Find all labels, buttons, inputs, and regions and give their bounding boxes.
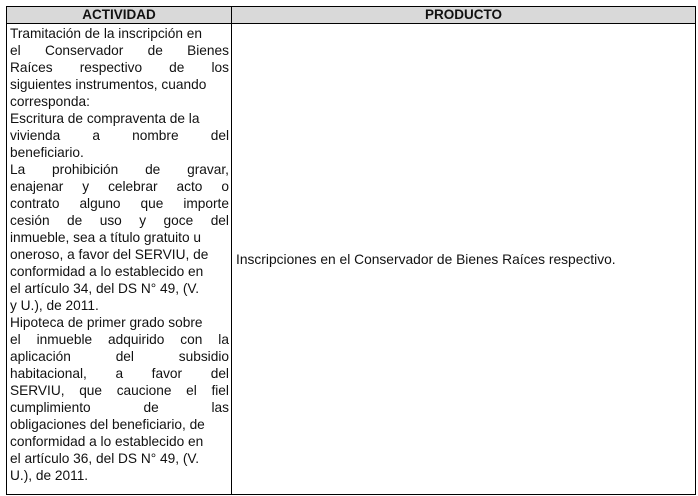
table-header-row	[7, 7, 696, 24]
actividad-line: Hipoteca de primer grado sobre	[10, 315, 203, 330]
actividad-line: contrato alguno que importe	[10, 196, 229, 211]
actividad-line: U.), de 2011.	[10, 468, 89, 483]
actividad-line: oneroso, a favor del SERVIU, de	[10, 247, 209, 262]
actividad-line: el artículo 36, del DS N° 49, (V.	[10, 451, 200, 466]
actividad-line: enajenar y celebrar acto o	[10, 179, 229, 194]
producto-cell	[232, 24, 696, 495]
activity-product-table	[6, 6, 696, 495]
actividad-line: habitacional, a favor del	[10, 366, 229, 381]
actividad-line: La prohibición de gravar,	[10, 162, 229, 177]
table-row	[7, 24, 696, 495]
actividad-line: aplicación del subsidio	[10, 349, 229, 364]
actividad-line: obligaciones del beneficiario, de	[10, 417, 205, 432]
actividad-line: conformidad a lo establecido en	[10, 434, 204, 449]
actividad-line: beneficiario.	[10, 145, 84, 160]
producto-text: Inscripciones en el Conservador de Bienes Raíces respectivo.	[236, 251, 616, 267]
actividad-line: el artículo 34, del DS N° 49, (V.	[10, 281, 200, 296]
actividad-line: cesión de uso y goce del	[10, 213, 229, 228]
actividad-line: Raíces respectivo de los	[10, 60, 229, 75]
actividad-line: cumplimiento de las	[10, 400, 229, 415]
actividad-line: corresponda:	[10, 94, 90, 109]
actividad-cell	[7, 24, 232, 495]
actividad-line: SERVIU, que caucione el fiel	[10, 383, 229, 398]
actividad-line: Tramitación de la inscripción en	[10, 26, 202, 41]
actividad-line: Escritura de compraventa de la	[10, 111, 200, 126]
actividad-line: vivienda a nombre del	[10, 128, 229, 143]
header-producto: PRODUCTO	[232, 7, 696, 24]
header-actividad: ACTIVIDAD	[7, 7, 232, 24]
actividad-line: inmueble, sea a título gratuito u	[10, 230, 201, 245]
actividad-line: conformidad a lo establecido en	[10, 264, 204, 279]
actividad-line: el Conservador de Bienes	[10, 43, 229, 58]
actividad-line: y U.), de 2011.	[10, 298, 99, 313]
actividad-line: el inmueble adquirido con la	[10, 332, 229, 347]
actividad-line: siguientes instrumentos, cuando	[10, 77, 207, 92]
